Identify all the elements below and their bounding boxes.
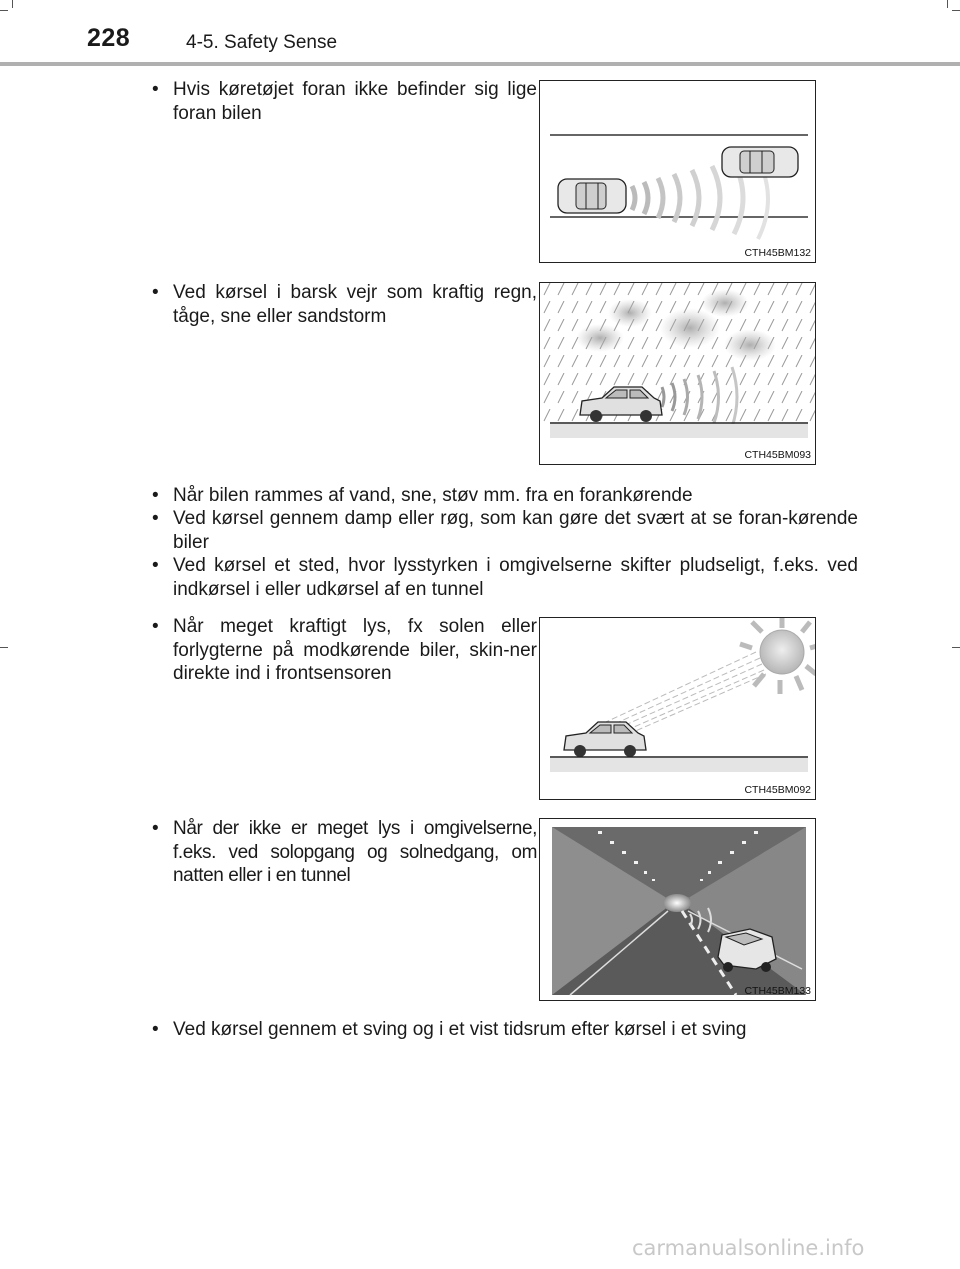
bullet-marker: • xyxy=(152,508,159,529)
bullet-marker: • xyxy=(152,79,159,100)
offset-vehicle-drawing xyxy=(540,81,816,263)
sun-glare-drawing xyxy=(540,618,816,800)
bullet-text: Ved kørsel gennem damp eller røg, som kan gøre det svært at se foran-kørende biler xyxy=(173,508,858,553)
list-item xyxy=(152,507,858,554)
bullet-text: Når meget kraftigt lys, fx solen eller forlygterne på modkørende biler, skin-ner direkte ind i frontsensoren xyxy=(173,616,537,684)
illustration-bad-weather xyxy=(539,282,816,465)
crop-mark xyxy=(12,0,13,8)
page-number: 228 xyxy=(87,24,131,52)
figure-code: CTH45BM133 xyxy=(744,985,811,997)
list-item xyxy=(152,615,537,686)
bullet-marker: • xyxy=(152,1019,159,1040)
crop-mark xyxy=(952,10,960,11)
list-item xyxy=(152,484,858,508)
car-side xyxy=(564,722,646,757)
bullet-marker: • xyxy=(152,616,159,637)
bullet-text: Ved kørsel gennem et sving og i et vist tidsrum efter kørsel i et sving xyxy=(173,1019,747,1040)
bullet-text: Hvis køretøjet foran ikke befinder sig lige foran bilen xyxy=(173,79,537,124)
list-item xyxy=(152,78,537,125)
crop-mark xyxy=(0,647,8,648)
crop-mark xyxy=(952,647,960,648)
list-item xyxy=(152,281,537,328)
bullet-marker: • xyxy=(152,282,159,303)
section-title: 4-5. Safety Sense xyxy=(186,32,338,53)
illustration-offset-vehicle xyxy=(539,80,816,263)
figure-code: CTH45BM132 xyxy=(744,247,811,259)
list-item xyxy=(152,817,537,888)
lead-car xyxy=(722,147,798,177)
bullet-marker: • xyxy=(152,555,159,576)
illustration-sun-glare xyxy=(539,617,816,800)
list-item xyxy=(152,554,858,601)
bullet-text: Når bilen rammes af vand, sne, støv mm. fra en forankørende xyxy=(173,485,693,506)
bullet-text: Ved kørsel et sted, hvor lysstyrken i omgivelserne skifter pludseligt, f.eks. ved indkørsel i eller udkørsel af en tunnel xyxy=(173,555,858,600)
car-rear xyxy=(718,929,776,972)
bad-weather-drawing xyxy=(540,283,816,465)
bullet-marker: • xyxy=(152,818,159,839)
figure-code: CTH45BM093 xyxy=(744,449,811,461)
watermark: carmanualsonline.info xyxy=(632,1236,865,1260)
header-divider xyxy=(0,62,960,66)
crop-mark xyxy=(947,0,948,8)
bullet-text: Når der ikke er meget lys i omgivelserne, f.eks. ved solopgang og solnedgang, om natten eller i en tunnel xyxy=(173,818,537,886)
ego-car xyxy=(558,179,626,213)
tunnel-drawing xyxy=(540,819,816,1001)
crop-mark xyxy=(0,10,8,11)
figure-code: CTH45BM092 xyxy=(744,784,811,796)
bullet-marker: • xyxy=(152,485,159,506)
illustration-tunnel xyxy=(539,818,816,1001)
list-item xyxy=(152,1018,858,1042)
bullet-text: Ved kørsel i barsk vejr som kraftig regn, tåge, sne eller sandstorm xyxy=(173,282,537,327)
